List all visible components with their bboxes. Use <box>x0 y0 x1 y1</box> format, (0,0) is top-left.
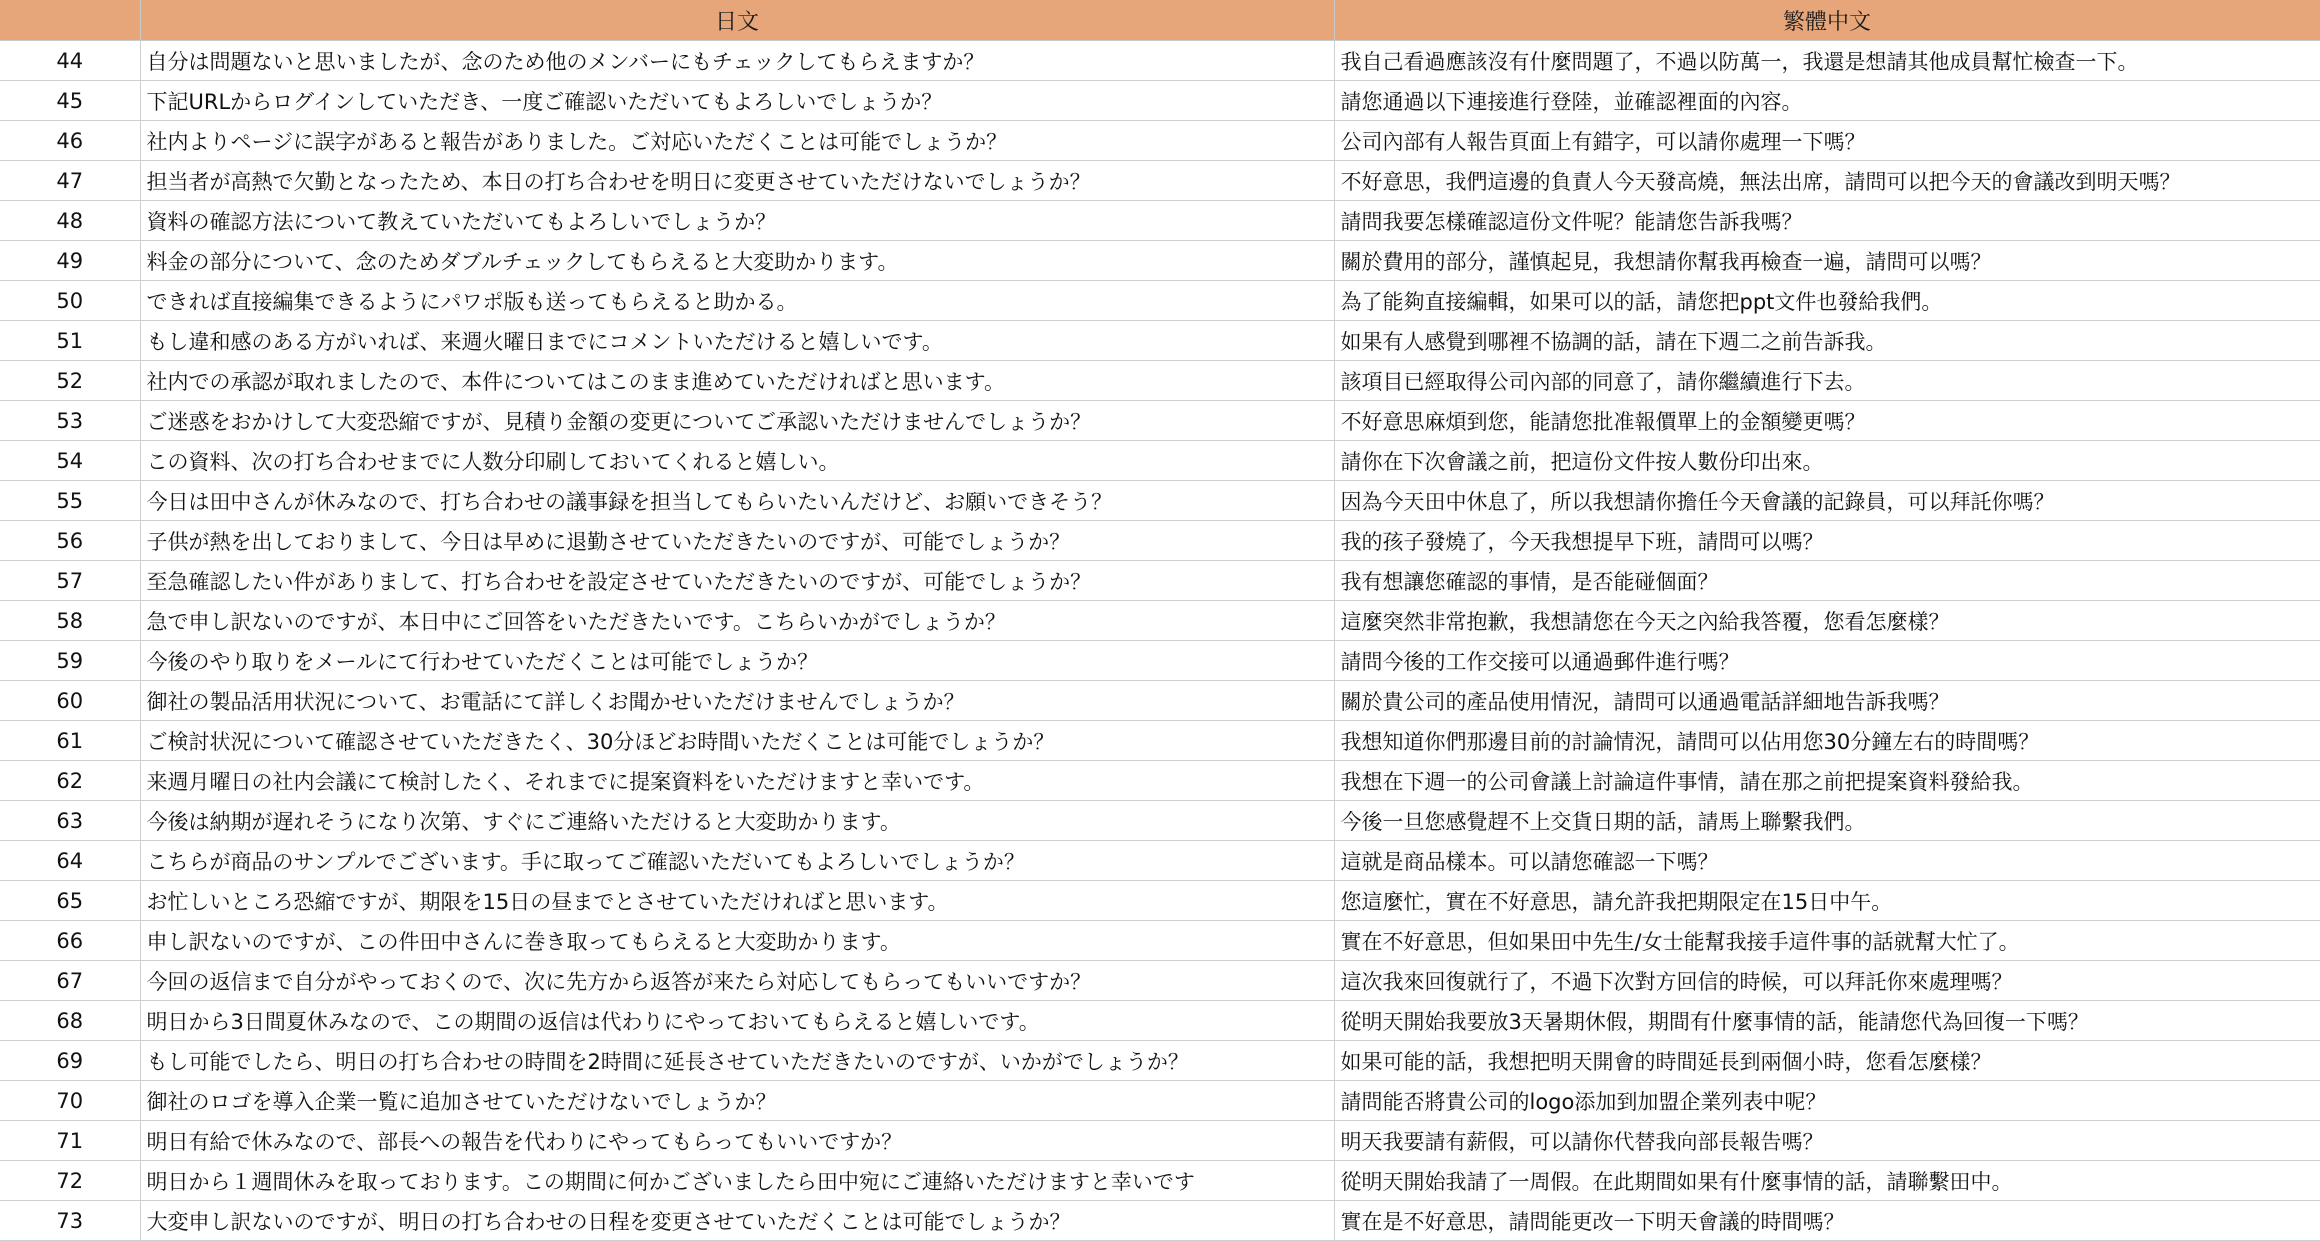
row-number-cell[interactable]: 61 <box>0 721 140 761</box>
row-number-cell[interactable]: 63 <box>0 801 140 841</box>
header-row <box>0 0 2320 41</box>
chinese-cell[interactable]: 公司內部有人報告頁面上有錯字，可以請你處理一下嗎？ <box>1334 121 2320 161</box>
japanese-cell[interactable]: この資料、次の打ち合わせまでに人数分印刷しておいてくれると嬉しい。 <box>140 441 1334 481</box>
chinese-cell[interactable]: 因為今天田中休息了，所以我想請你擔任今天會議的記錄員，可以拜託你嗎？ <box>1334 481 2320 521</box>
row-number-cell[interactable]: 54 <box>0 441 140 481</box>
chinese-cell[interactable]: 關於費用的部分，謹慎起見，我想請你幫我再檢查一遍，請問可以嗎？ <box>1334 241 2320 281</box>
table-row <box>0 281 2320 321</box>
table-row <box>0 681 2320 721</box>
table-row <box>0 81 2320 121</box>
table-row <box>0 401 2320 441</box>
table-row <box>0 201 2320 241</box>
japanese-cell[interactable]: 今日は田中さんが休みなので、打ち合わせの議事録を担当してもらいたいんだけど、お願いできそう？ <box>140 481 1334 521</box>
japanese-cell[interactable]: 明日から１週間休みを取っております。この期間に何かございましたら田中宛にご連絡いただけますと幸いです <box>140 1161 1334 1201</box>
table-row <box>0 761 2320 801</box>
row-number-cell[interactable]: 56 <box>0 521 140 561</box>
table-row <box>0 1081 2320 1121</box>
chinese-cell[interactable]: 我的孩子發燒了，今天我想提早下班，請問可以嗎？ <box>1334 521 2320 561</box>
table-row <box>0 841 2320 881</box>
japanese-cell[interactable]: 社内よりページに誤字があると報告がありました。ご対応いただくことは可能でしょうか？ <box>140 121 1334 161</box>
chinese-cell[interactable]: 您這麼忙，實在不好意思，請允許我把期限定在15日中午。 <box>1334 881 2320 921</box>
japanese-cell[interactable]: 今後のやり取りをメールにて行わせていただくことは可能でしょうか？ <box>140 641 1334 681</box>
table-row <box>0 801 2320 841</box>
chinese-cell[interactable]: 關於貴公司的產品使用情況，請問可以通過電話詳細地告訴我嗎？ <box>1334 681 2320 721</box>
table-row <box>0 1121 2320 1161</box>
row-number-cell[interactable]: 48 <box>0 201 140 241</box>
table-row <box>0 961 2320 1001</box>
header-japanese[interactable]: 日文 <box>140 0 1334 41</box>
row-number-cell[interactable]: 57 <box>0 561 140 601</box>
row-number-cell[interactable]: 67 <box>0 961 140 1001</box>
table-row <box>0 1161 2320 1201</box>
table-row <box>0 241 2320 281</box>
table-row <box>0 601 2320 641</box>
table-row <box>0 881 2320 921</box>
table-row <box>0 1041 2320 1081</box>
row-number-cell[interactable]: 49 <box>0 241 140 281</box>
japanese-cell[interactable]: 御社の製品活用状況について、お電話にて詳しくお聞かせいただけませんでしょうか？ <box>140 681 1334 721</box>
chinese-cell[interactable]: 今後一旦您感覺趕不上交貨日期的話，請馬上聯繫我們。 <box>1334 801 2320 841</box>
japanese-cell[interactable]: 自分は問題ないと思いましたが、念のため他のメンバーにもチェックしてもらえますか？ <box>140 41 1334 81</box>
chinese-cell[interactable]: 明天我要請有薪假，可以請你代替我向部長報告嗎？ <box>1334 1121 2320 1161</box>
japanese-cell[interactable]: 料金の部分について、念のためダブルチェックしてもらえると大変助かります。 <box>140 241 1334 281</box>
table-row <box>0 121 2320 161</box>
table-row <box>0 641 2320 681</box>
table-row <box>0 1001 2320 1041</box>
row-number-cell[interactable]: 70 <box>0 1081 140 1121</box>
japanese-cell[interactable]: 下記URLからログインしていただき、一度ご確認いただいてもよろしいでしょうか？ <box>140 81 1334 121</box>
chinese-cell[interactable]: 該項目已經取得公司內部的同意了，請你繼續進行下去。 <box>1334 361 2320 401</box>
table-row <box>0 321 2320 361</box>
table-row <box>0 361 2320 401</box>
row-number-cell[interactable]: 60 <box>0 681 140 721</box>
table-row <box>0 41 2320 81</box>
row-number-cell[interactable]: 51 <box>0 321 140 361</box>
japanese-cell[interactable]: 担当者が高熱で欠勤となったため、本日の打ち合わせを明日に変更させていただけないでしょうか？ <box>140 161 1334 201</box>
row-number-cell[interactable]: 44 <box>0 41 140 81</box>
japanese-cell[interactable]: 申し訳ないのですが、この件田中さんに巻き取ってもらえると大変助かります。 <box>140 921 1334 961</box>
chinese-cell[interactable]: 我想知道你們那邊目前的討論情況，請問可以佔用您30分鐘左右的時間嗎？ <box>1334 721 2320 761</box>
table-row <box>0 521 2320 561</box>
chinese-cell[interactable]: 為了能夠直接編輯，如果可以的話，請您把ppt文件也發給我們。 <box>1334 281 2320 321</box>
header-number[interactable] <box>0 0 140 41</box>
row-number-cell[interactable]: 59 <box>0 641 140 681</box>
japanese-cell[interactable]: 御社のロゴを導入企業一覧に追加させていただけないでしょうか？ <box>140 1081 1334 1121</box>
japanese-cell[interactable]: ご迷惑をおかけして大変恐縮ですが、見積り金額の変更についてご承認いただけませんでしょうか？ <box>140 401 1334 441</box>
chinese-cell[interactable]: 這麼突然非常抱歉，我想請您在今天之內給我答覆，您看怎麼樣？ <box>1334 601 2320 641</box>
table-row <box>0 561 2320 601</box>
chinese-cell[interactable]: 請問今後的工作交接可以通過郵件進行嗎？ <box>1334 641 2320 681</box>
chinese-cell[interactable]: 請問我要怎樣確認這份文件呢？能請您告訴我嗎？ <box>1334 201 2320 241</box>
row-number-cell[interactable]: 64 <box>0 841 140 881</box>
row-number-cell[interactable]: 71 <box>0 1121 140 1161</box>
japanese-cell[interactable]: 急で申し訳ないのですが、本日中にご回答をいただきたいです。こちらいかがでしょうか？ <box>140 601 1334 641</box>
japanese-cell[interactable]: できれば直接編集できるようにパワポ版も送ってもらえると助かる。 <box>140 281 1334 321</box>
japanese-cell[interactable]: 子供が熱を出しておりまして、今日は早めに退勤させていただきたいのですが、可能でしょうか？ <box>140 521 1334 561</box>
row-number-cell[interactable]: 50 <box>0 281 140 321</box>
chinese-cell[interactable]: 這就是商品樣本。可以請您確認一下嗎？ <box>1334 841 2320 881</box>
japanese-cell[interactable]: もし違和感のある方がいれば、来週火曜日までにコメントいただけると嬉しいです。 <box>140 321 1334 361</box>
row-number-cell[interactable]: 72 <box>0 1161 140 1201</box>
japanese-cell[interactable]: 今後は納期が遅れそうになり次第、すぐにご連絡いただけると大変助かります。 <box>140 801 1334 841</box>
header-chinese[interactable]: 繁體中文 <box>1334 0 2320 41</box>
chinese-cell[interactable]: 從明天開始我請了一周假。在此期間如果有什麼事情的話，請聯繫田中。 <box>1334 1161 2320 1201</box>
japanese-cell[interactable]: 今回の返信まで自分がやっておくので、次に先方から返答が来たら対応してもらってもいいですか？ <box>140 961 1334 1001</box>
row-number-cell[interactable]: 68 <box>0 1001 140 1041</box>
chinese-cell[interactable]: 我想在下週一的公司會議上討論這件事情，請在那之前把提案資料發給我。 <box>1334 761 2320 801</box>
row-number-cell[interactable]: 53 <box>0 401 140 441</box>
chinese-cell[interactable]: 這次我來回復就行了，不過下次對方回信的時候，可以拜託你來處理嗎？ <box>1334 961 2320 1001</box>
row-number-cell[interactable]: 55 <box>0 481 140 521</box>
chinese-cell[interactable]: 實在不好意思，但如果田中先生/女士能幫我接手這件事的話就幫大忙了。 <box>1334 921 2320 961</box>
row-number-cell[interactable]: 73 <box>0 1201 140 1241</box>
japanese-cell[interactable]: ご検討状況について確認させていただきたく、30分ほどお時間いただくことは可能でしょうか？ <box>140 721 1334 761</box>
table-row <box>0 1201 2320 1241</box>
japanese-cell[interactable]: もし可能でしたら、明日の打ち合わせの時間を2時間に延長させていただきたいのですが、いかがでしょうか？ <box>140 1041 1334 1081</box>
chinese-cell[interactable]: 請你在下次會議之前，把這份文件按人數份印出來。 <box>1334 441 2320 481</box>
table-row <box>0 721 2320 761</box>
chinese-cell[interactable]: 我自己看過應該沒有什麼問題了，不過以防萬一，我還是想請其他成員幫忙檢查一下。 <box>1334 41 2320 81</box>
table-header <box>0 0 2320 41</box>
chinese-cell[interactable]: 不好意思麻煩到您，能請您批准報價單上的金額變更嗎？ <box>1334 401 2320 441</box>
row-number-cell[interactable]: 66 <box>0 921 140 961</box>
row-number-cell[interactable]: 47 <box>0 161 140 201</box>
table-body <box>0 41 2320 1241</box>
japanese-cell[interactable]: 資料の確認方法について教えていただいてもよろしいでしょうか？ <box>140 201 1334 241</box>
japanese-cell[interactable]: お忙しいところ恐縮ですが、期限を15日の昼までとさせていただければと思います。 <box>140 881 1334 921</box>
japanese-cell[interactable]: 至急確認したい件がありまして、打ち合わせを設定させていただきたいのですが、可能でしょうか？ <box>140 561 1334 601</box>
row-number-cell[interactable]: 65 <box>0 881 140 921</box>
japanese-cell[interactable]: 大変申し訳ないのですが、明日の打ち合わせの日程を変更させていただくことは可能でしょうか？ <box>140 1201 1334 1241</box>
japanese-cell[interactable]: 社内での承認が取れましたので、本件についてはこのまま進めていただければと思います。 <box>140 361 1334 401</box>
japanese-cell[interactable]: 来週月曜日の社内会議にて検討したく、それまでに提案資料をいただけますと幸いです。 <box>140 761 1334 801</box>
chinese-cell[interactable]: 請您通過以下連接進行登陸，並確認裡面的內容。 <box>1334 81 2320 121</box>
japanese-cell[interactable]: 明日から3日間夏休みなので、この期間の返信は代わりにやっておいてもらえると嬉しいです。 <box>140 1001 1334 1041</box>
table-row <box>0 921 2320 961</box>
chinese-cell[interactable]: 從明天開始我要放3天暑期休假，期間有什麼事情的話，能請您代為回復一下嗎？ <box>1334 1001 2320 1041</box>
row-number-cell[interactable]: 69 <box>0 1041 140 1081</box>
chinese-cell[interactable]: 如果可能的話，我想把明天開會的時間延長到兩個小時，您看怎麼樣？ <box>1334 1041 2320 1081</box>
row-number-cell[interactable]: 58 <box>0 601 140 641</box>
chinese-cell[interactable]: 請問能否將貴公司的logo添加到加盟企業列表中呢？ <box>1334 1081 2320 1121</box>
chinese-cell[interactable]: 我有想讓您確認的事情，是否能碰個面？ <box>1334 561 2320 601</box>
japanese-cell[interactable]: 明日有給で休みなので、部長への報告を代わりにやってもらってもいいですか？ <box>140 1121 1334 1161</box>
chinese-cell[interactable]: 實在是不好意思，請問能更改一下明天會議的時間嗎？ <box>1334 1201 2320 1241</box>
table-row <box>0 481 2320 521</box>
row-number-cell[interactable]: 52 <box>0 361 140 401</box>
row-number-cell[interactable]: 46 <box>0 121 140 161</box>
chinese-cell[interactable]: 不好意思，我們這邊的負責人今天發高燒，無法出席，請問可以把今天的會議改到明天嗎？ <box>1334 161 2320 201</box>
table-row <box>0 161 2320 201</box>
row-number-cell[interactable]: 45 <box>0 81 140 121</box>
table-row <box>0 441 2320 481</box>
chinese-cell[interactable]: 如果有人感覺到哪裡不協調的話，請在下週二之前告訴我。 <box>1334 321 2320 361</box>
japanese-cell[interactable]: こちらが商品のサンプルでございます。手に取ってご確認いただいてもよろしいでしょうか？ <box>140 841 1334 881</box>
row-number-cell[interactable]: 62 <box>0 761 140 801</box>
